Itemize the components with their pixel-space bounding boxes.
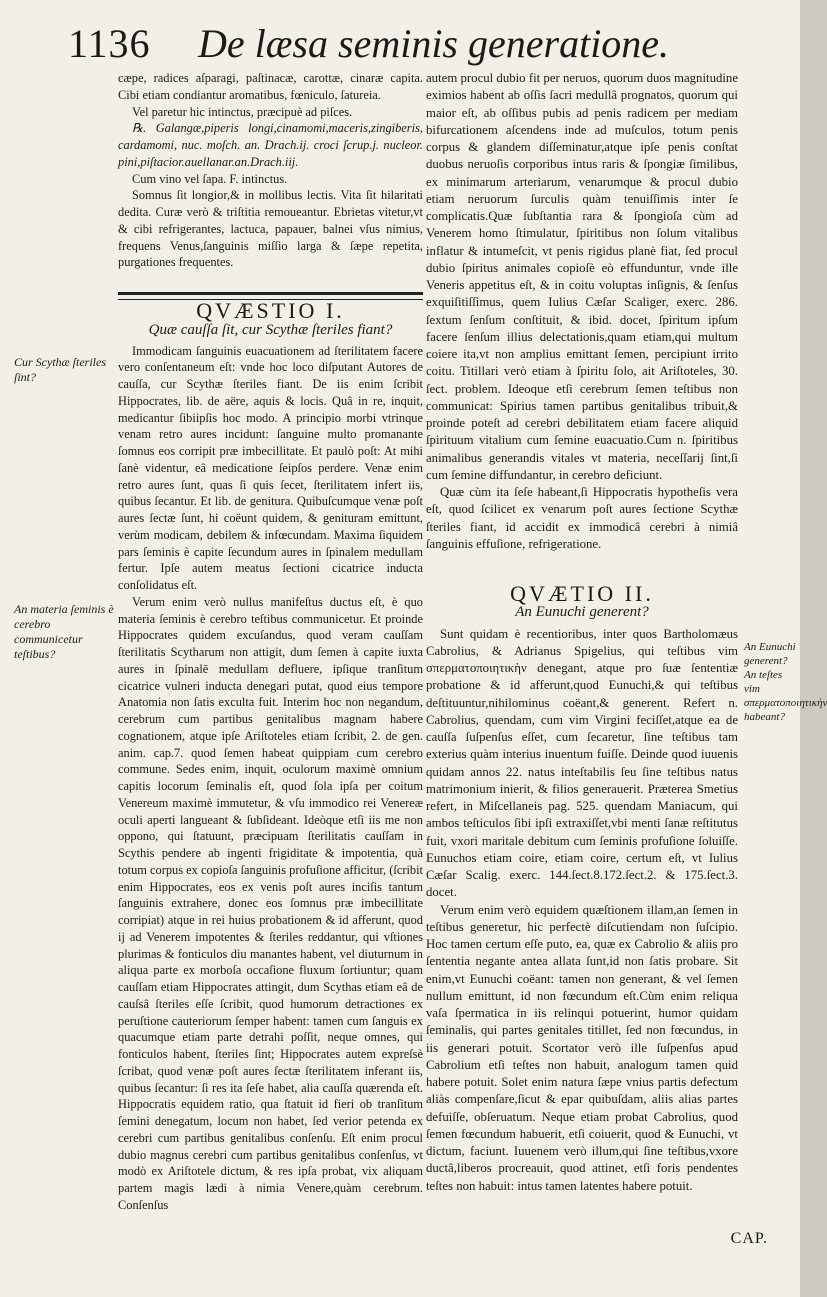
catchword: CAP. [730, 1230, 768, 1247]
right-column [426, 70, 738, 1195]
paragraph: autem procul dubio fit per neruos, quorum duos magnitudine eximios habent ab oſſis ſacri medullâ prognatos, quorum qui maior eſt, ab oſſibus pubis ad penis radicem per mediam bifurcationem aſcendens inde ad muſculos, totum penis corpus & glandem diſſeminatur,atque ipſe penis conſtat duobus neruoſis corporibus intus raris & ſpongiæ ſimilibus, ex minimarum arteriarum, venarumque & procul dubio etiam neruorum ſurculis quàm tenuiſſimis inter ſe complicatis.Quæ ſubſtantia rara & ſpongioſa cùm ad Venerem homo ſtimulatur, ſpiritibus non ſolum vitalibus inflatur & intumeſcit, vt penis rigidus planè fiat, ſed procul dubio ſpiritus animales copioſè eò effunduntur, vnde ille Veneris appetitus eſt, & in coitu voluptas inſignis, & ſenſus exquiſitiſſimus, quem Iulius Cæſar Scaliger, exerc. 286. ſextum ſenſum conſtituit, & ibid. docet, ſpiritum ipſum facere ſenſum illius delectationis,quam etiam,qui multum coiere ita,vt non amplius emittant ſemen, percipiunt irrito coitu. Titillari verò etiam à ſpiritu ſolo, ait Ariſtoteles, 30. ſect. problem. Ideoque etſi cerebrum ſemen teſtibus non communicat: Spirius tamen partibus genitalibus tribuit,& proinde poteſt ad cerebri debilitatem etiam facere aliquid ſpirituum vitalium cum ſemine euacuatio.Cum n. ſpiritibus animalibus generandis vitales vt materia, neceſſarij ſint,ſi cum ſemine diffundantur, in cerebro deficiunt. [426, 71, 738, 482]
question-title: QVÆTIO II. [510, 581, 654, 606]
question-title: QVÆSTIO I. [196, 298, 345, 323]
page-number: 1136 [68, 21, 151, 66]
margin-note-left: Cur Scythæ ſteriles ſint? [14, 355, 106, 384]
section-rule [118, 292, 423, 300]
page-header [68, 20, 670, 68]
text-line: Cum vino vel ſapa. F. intinctus. [132, 171, 288, 186]
paragraph: Verum enim verò equidem quæſtionem illam,an ſemen in teſtibus generetur, hic perfectè diſcutiendam non ſuſcipio. Hoc tamen certum eſſe puto, ea, quæ ex Cabrolio & aliis pro ſententia negante antea allata ſunt,id non ſatis probare. Sit enim,vt Eunuchi coëant: tamen non generant, & vel ſemen nullum emittunt, id non fœcundum eſt.Cùm enim reliqua vaſa ſpermatica in iis relinqui potuerint, humor quidam ſeminalis, qui partes genitales titillet, ſed non fœcundus, in iis generari potuit. Scortator verò ille ſuſpenſus apud Cabrolium etſi teſtes non habuit, analogum tamen quid habere potuit. Solet enim natura ſæpe vnius partis defectum aliàs compenſare,ſicut & epar quibuſdam, aliis alias partes defuiſſe, obſeruatum. Neque etiam probat Cabrolius, quod ſemen fœcundum habuerit, etſi coiuerit, quod & Eunuchi, vt dictum, faciunt. Iuuenem verò illum,qui ſine teſtibus,vxore ductâ,liberos procreauit, quod attinet, etſi foris pendentes teſtes non habuit: intus tamen latentes habere potuit. [426, 902, 738, 1193]
text-line: Somnus ſit longior,& in mollibus lectis. Vita ſit hilaritati dedita. Curæ verò & triſtitia remoueantur. Ebrietas vitetur,vt & cibi refrigerantes, lactuca, papauer, balnei vſus nimius, frequens Venus,ſanguinis miſſio larga & ſæpe repetita, purgationes frequentes. [118, 188, 423, 270]
paragraph: Immodicam ſanguinis euacuationem ad ſterilitatem facere vero conſentaneum eſt: vnde hoc loco diſputant Autores de cauſſa, cur Scythæ ſteriles fiant. De iis enim ſcribit Hippocrates, lib. de aëre, aquis & locis. Quâ in re, inquit, medicantur ſibiipſis hoc modo. A principio morbi vtrinque venam retro aures incidunt: ſanguine multo promanante ſomnus eos corripit præ imbecillitate. Et paulò poſt: At mihi ſanè videntur, eâ medicatione ſeipſos perdere. Venæ enim retro aures ſunt, quas ſi quis ſecet, ſterilitatem infert iis, quibus ſecantur. Et lib. de genitura. Quibuſcumque venæ poſt aures ſectæ ſunt, hi coëunt quidem, & genituram emittunt, verùm modicam, debilem & infœcundam. Maxima ſiquidem pars ſeminis è capite ſecundum aures in ſpinalem medullam fertur. Ipſe autem meatus ſectioni cicatrice inducta conſolidatus eſt. [118, 343, 423, 592]
margin-note-right: An Eunuchi generent? An teſtes vim σπερματοποιητικὴν habeant? [744, 641, 827, 723]
left-column [118, 70, 423, 1214]
paragraph: Quæ cùm ita ſeſe habeant,ſi Hippocratis hypotheſis vera eſt, quod ſcilicet ex venarum poſt aures ſectione Scythæ ſteriles fiant, id accidit ex immodicâ cerebri à nimiâ ſanguinis effuſione, refrigeratione. [426, 485, 738, 551]
text-line: cæpe, radices aſparagi, paſtinacæ, carottæ, cinaræ capita. Cibi etiam condiantur aromatibus, fœniculo, ſatureia. [118, 71, 423, 102]
text-line: Vel paretur hic intinctus, præcipuè ad piſces. [132, 104, 353, 119]
question-subtitle: Quæ cauſſa ſit, cur Scythæ ſteriles fiant? [148, 321, 393, 338]
paragraph: Sunt quidam è recentioribus, inter quos Bartholomæus Cabrolius, & Adrianus Spigelius, qui teſtibus vim σπερματοποιητικὴν denegant, atque pro ſuæ ſententiæ probatione & id afferunt,quod Eunuchi,& qui teſtibus deſtituuntur,nihilominus coëant,& generent. Refert n. Cabrolius, quendam, cum vim Virgini feciſſet,atque ea de cauſſa ſuſpenſus eſſet, cum ſecaretur, ſine teſtibus tam exterius quàm interius inuentum fuiſſe. Deinde quod iuuenis quidam annos 22. natus inteſtabilis ſeu ſine teſtibus natus matrimonium inierit, & filios generauerit. Præterea Smetius refert, in Miſcellaneis pag. 525. quendam Maniacum, qui ambos teſticulos ſibi ipſi extraxiſſet,vbi menti ſanæ reſtitutus fuit, vxori maritale debitum cum ſeminis profuſione ſoluiſſe. Eunuchos etiam coire, etiam coire, certum eſt, vt Iulius Cæſar Scalig. exerc. 144.ſect.8.172.ſect.2. & 175.ſect.3. docet. [426, 626, 738, 900]
question-subtitle: An Eunuchi generent? [515, 604, 649, 621]
recipe-line: ℞. Galangæ,piperis longi,cinamomi,maceris,zingiberis, cardamomi, nuc. moſch. an. Drach.ij. croci ſcrup.j. nucleor. pini,piſtacior.auellanar.an.Drach.iij. [118, 121, 423, 169]
running-title: De læsa seminis generatione. [198, 21, 670, 66]
paragraph: Verum enim verò nullus manifeſtus ductus eſt, è quo materia ſeminis è cerebro teſtibus communicetur. Et proinde Hippocrates quidem excuſandus, quod veram cauſſam ſterilitatis Scytharum non attigit, dum ſemen à capite iuxta aures in ſpinalē medullam defluere, ipſique tranſitum cicatrice vulneri inducta denegari putat, quod eius tempore Anatomia non ſatis exculta fuit. Interim hoc non negandum, cerebrum cum partibus genitalibus magnam habere cognationem, atque ipſe Ariſtoteles etiam ſcribit, 2. de gen. anim. cap.7. quod ſemen habeat quippiam cum cerebro commune. Sedes enim, inquit, oculorum maximè omnium capitis locorum ſeminalis eſt, quod ſola ipſa per coitum Venereum maximè immutetur, & vſu immodico rei Venereæ oculi aperti langueant & ſubſideant. Ideòque etſi iis me non oppono, qui ſtatuunt, præcipuam ſterilitatis cauſſam in Scythis pendere ab ingenti frigiditate & impotentia, quà totum corpus ex copioſa ſanguinis profuſione afficitur, (ſcribit enim Hippocrates, eos ex venis poſt aures inciſis tantum ſanguinis extrahere, donec eos ſomnus præ imbecillitate corripiat) atque in rei huius probationem & id afferunt, quod ij ad Venerem impotentes & ſteriles reddantur, qui vſtiones plurimas & fonticulos diu manantes habent, vel diuturnum in aliqua parte ex morboſa occaſione fluxum ſortiuntur; quam cauſſam etiam Hippocrates attingit, dum Scythas etiam eâ de cauſsâ ſteriles eſſe ſcribit, quod humorum detractiones ex peruſtione cauteriorum ſemper habent: tamen cum ſanguis ex quacumque etiam parte detrahi poſſit, neque omnes, qui fonticulos habent, ſteriles ſint; Hippocrates autem expreſsè ſcribat, quod venæ poſt aures ſectæ ſterilitatem inferant iis, quibus ſecantur: ſi res ita ſeſe habet, alia cauſſa quærenda eſt. Hippocratis equidem ratio, qua ſtatuit id fieri ob tranſitum ſemini denegatum, locum non habet, ſed verior petenda ex cerebri cum partibus genitalibus conſenſu. Eſt enim procul dubio magnus cerebri cum partibus genitalibus conſenſus, vt modò ex Ariſtotele dictum, & res ipſa probat, vix aliquam partem magis lædi à nimia Venere,quàm cerebrum. Conſenſus [118, 594, 423, 1212]
margin-note-left: An materia ſeminis è cerebro communicetur teſtibus? [14, 602, 114, 661]
